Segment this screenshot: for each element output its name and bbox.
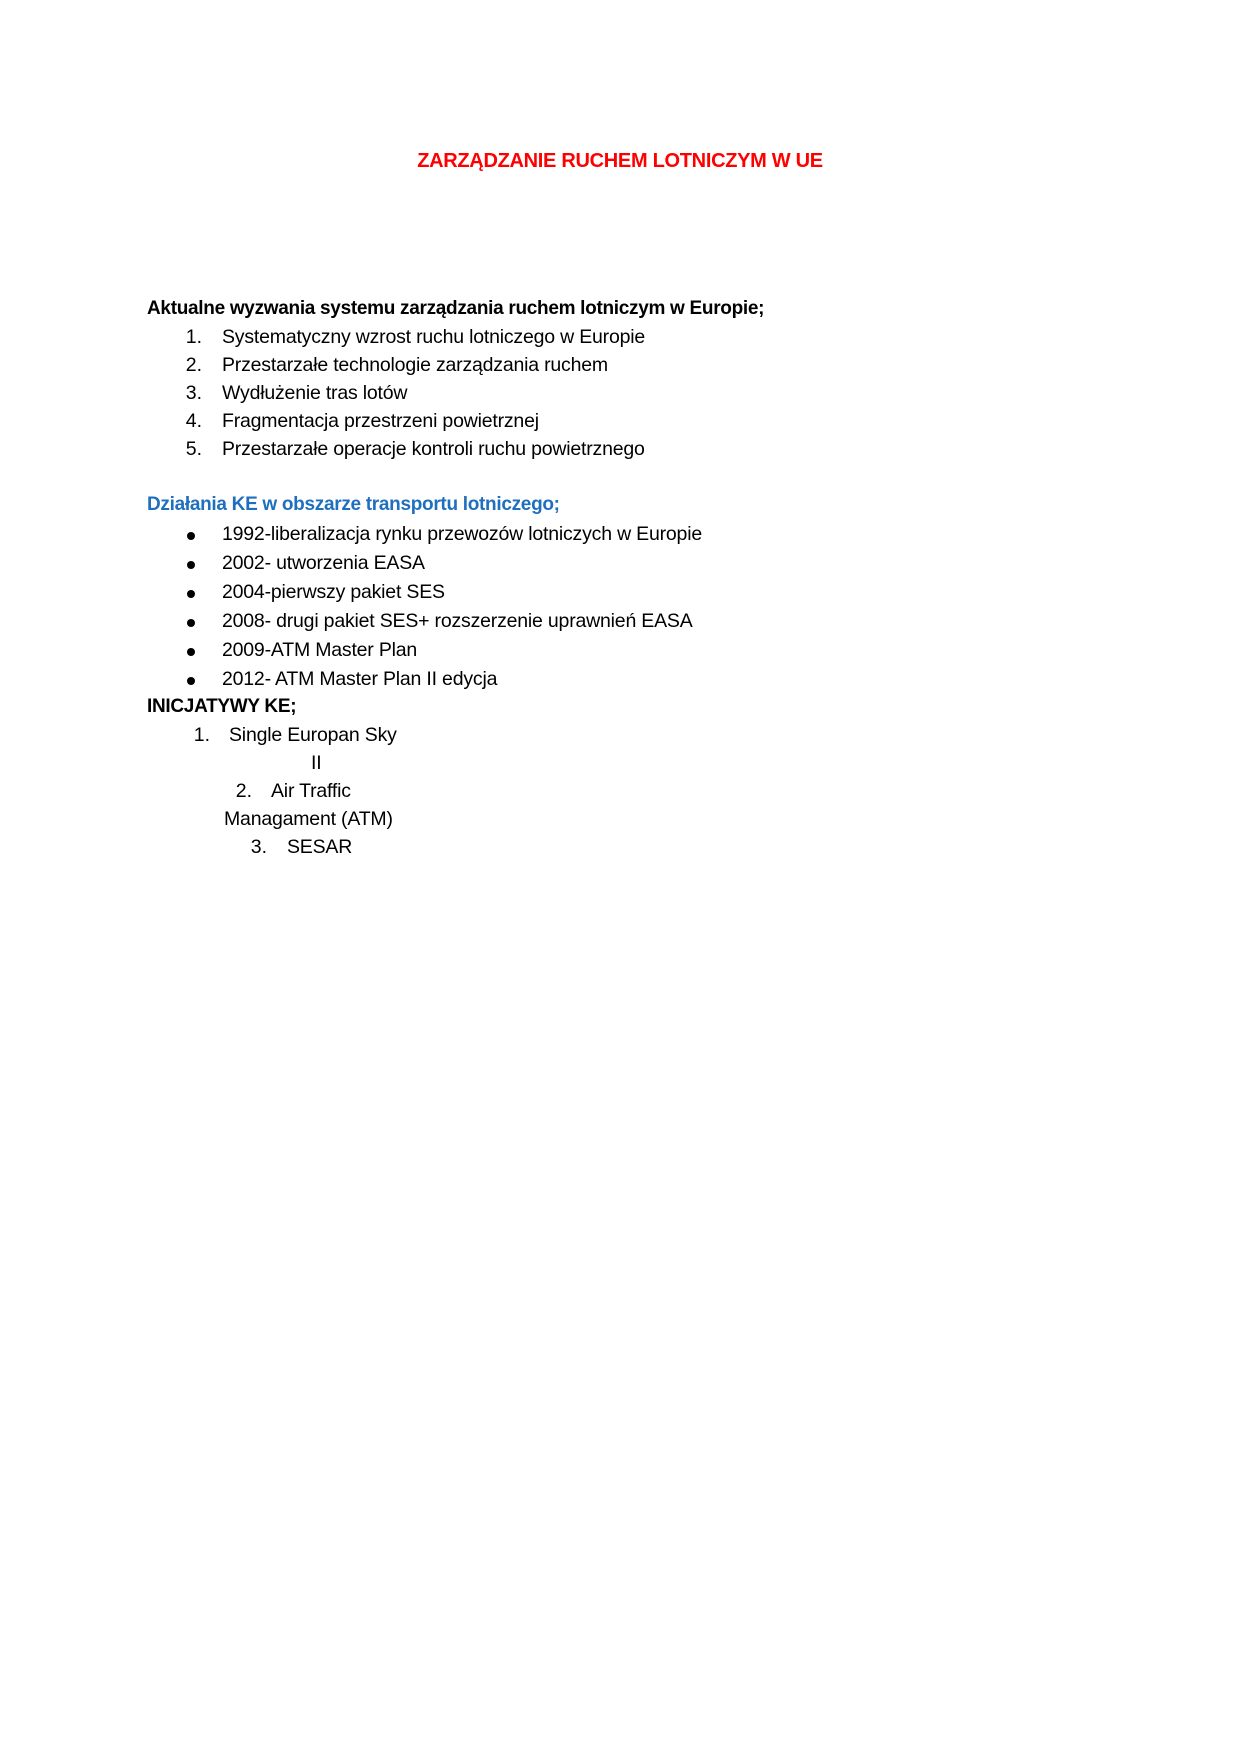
list-item-text: Single Europan Sky <box>229 724 397 746</box>
list-item-text-continuation: Managament (ATM) <box>224 808 393 830</box>
bullet-icon <box>187 619 195 627</box>
section-initiatives-heading: INICJATYWY KE; <box>147 696 297 717</box>
list-item-text: Fragmentacja przestrzeni powietrznej <box>222 410 539 432</box>
bullet-icon <box>187 677 195 685</box>
list-item-number: 2. <box>235 780 252 802</box>
list-item-text: Przestarzałe operacje kontroli ruchu powietrznego <box>222 438 645 460</box>
bullet-icon <box>187 532 195 540</box>
list-item-text: Air Traffic <box>271 780 351 802</box>
list-item-number: 4. <box>185 410 202 432</box>
list-item-text: SESAR <box>287 836 353 858</box>
separator-text: II <box>311 752 322 774</box>
list-item-number: 3. <box>185 382 202 404</box>
list-item-number: 5. <box>185 438 202 460</box>
list-item-text: 2008- drugi pakiet SES+ rozszerzenie uprawnień EASA <box>222 610 693 632</box>
list-item-text: 2012- ATM Master Plan II edycja <box>222 668 498 690</box>
document-title-text: ZARZĄDZANIE RUCHEM LOTNICZYM W UE <box>417 150 823 172</box>
bullet-icon <box>187 648 195 656</box>
section-challenges-heading: Aktualne wyzwania systemu zarządzania ruchem lotniczym w Europie; <box>147 298 765 319</box>
section-actions-heading: Działania KE w obszarze transportu lotniczego; <box>147 494 560 515</box>
document-title <box>0 150 1240 173</box>
list-item-text: 1992-liberalizacja rynku przewozów lotniczych w Europie <box>222 523 702 545</box>
list-item-text: 2002- utworzenia EASA <box>222 552 425 574</box>
list-item-text: Wydłużenie tras lotów <box>222 382 408 404</box>
list-item-number: 2. <box>185 354 202 376</box>
list-item-text: Przestarzałe technologie zarządzania ruchem <box>222 354 608 376</box>
bullet-icon <box>187 590 195 598</box>
list-item-text: 2009-ATM Master Plan <box>222 639 418 661</box>
list-item-number: 3. <box>250 836 267 858</box>
list-item-number: 1. <box>193 724 210 746</box>
list-item-text: Systematyczny wzrost ruchu lotniczego w Europie <box>222 326 646 348</box>
list-item-number: 1. <box>185 326 202 348</box>
list-item-text: 2004-pierwszy pakiet SES <box>222 581 445 603</box>
bullet-icon <box>187 561 195 569</box>
